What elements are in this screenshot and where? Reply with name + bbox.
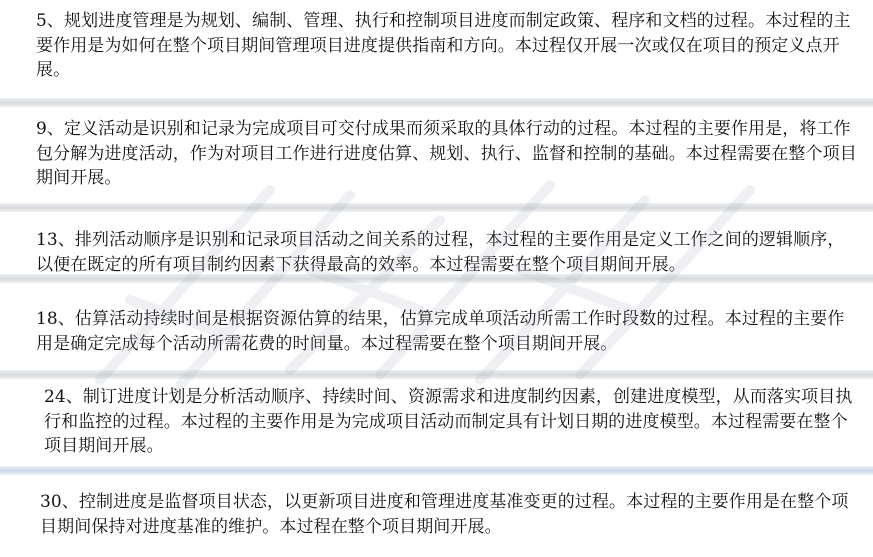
separator: [0, 203, 873, 212]
paragraph-30: 30、控制进度是监督项目状态，以更新项目进度和管理进度基准变更的过程。本过程的主要作用是在整个项目期间保持对进度基准的维护。本过程在整个项目期间开展。: [40, 492, 849, 537]
paragraph-5: 5、规划进度管理是为规划、编制、管理、执行和控制项目进度而制定政策、程序和文档的过程。本过程的主要作用是为如何在整个项目期间管理项目进度提供指南和方向。本过程仅开展一次或仅在项目的预定义点开展。: [36, 11, 851, 80]
paragraph-18: 18、估算活动持续时间是根据资源估算的结果，估算完成单项活动所需工作时段数的过程。本过程的主要作用是确定完成每个活动所需花费的时间量。本过程需要在整个项目期间开展。: [36, 309, 845, 354]
separator: [0, 98, 873, 107]
separator: [0, 370, 873, 379]
paragraph-24: 24、制订进度计划是分析活动顺序、持续时间、资源需求和进度制约因素，创建进度模型，从而落实项目执行和监控的过程。本过程的主要作用是为完成项目活动而制定具有计划日期的进度模型。本过程需要在整个项目期间开展。: [44, 387, 853, 456]
paragraph-13: 13、排列活动顺序是识别和记录项目活动之间关系的过程，本过程的主要作用是定义工作之间的逻辑顺序，以便在既定的所有项目制约因素下获得最高的效率。本过程需要在整个项目期间开展。: [36, 230, 845, 275]
paragraph-9: 9、定义活动是识别和记录为完成项目可交付成果而须采取的具体行动的过程。本过程的主要作用是，将工作包分解为进度活动，作为对项目工作进行进度估算、规划、执行、监督和控制的基础。本过程需要在整个项目期间开展。: [36, 119, 857, 188]
separator: [0, 466, 873, 475]
separator: [0, 274, 873, 283]
